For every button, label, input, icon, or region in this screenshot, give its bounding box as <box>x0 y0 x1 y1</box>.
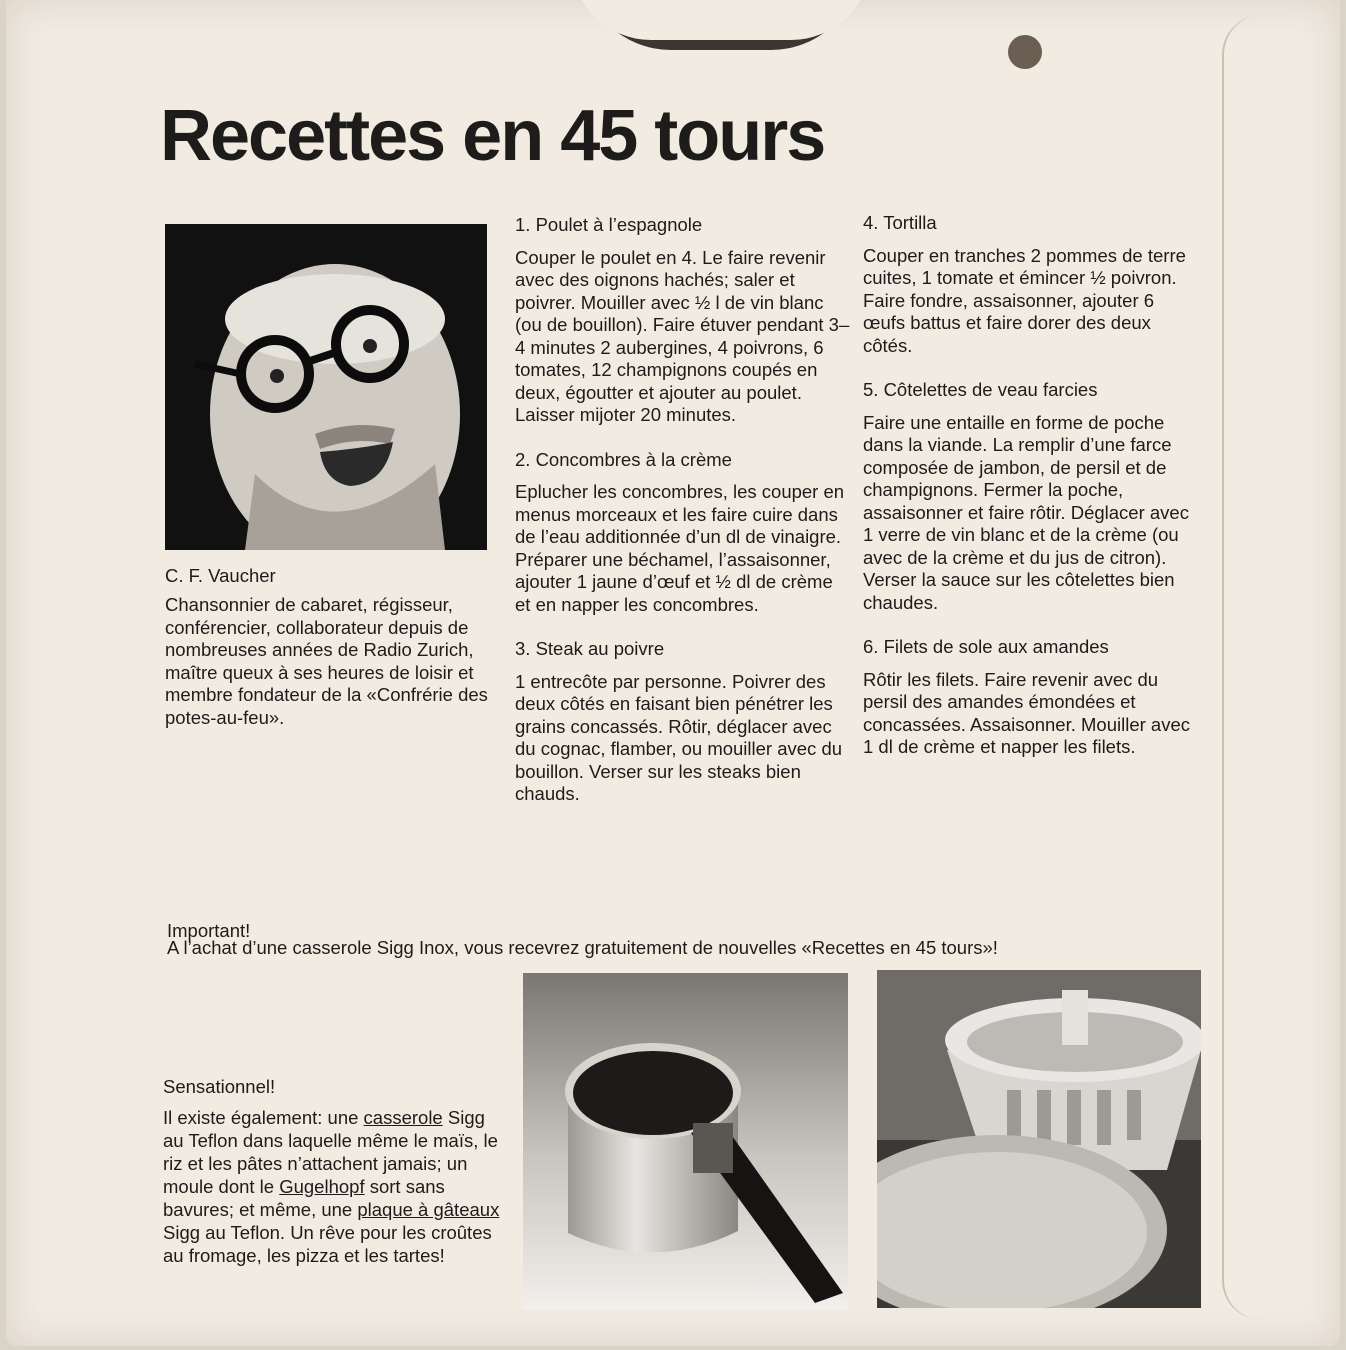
casserole-underlined: casserole <box>363 1107 443 1128</box>
sens-text-4: Sigg au Teflon. Un rêve pour les croûtes au fromage, les pizza et les tartes! <box>163 1222 492 1266</box>
recipe-6-text: Rôtir les filets. Faire revenir avec du persil des amandes émondées et concassées. Assaisonner. Mouiller avec 1 dl de crème et napper les filets. <box>863 668 1191 757</box>
sleeve-flap-edge <box>1222 15 1344 1320</box>
sleeve-notch <box>571 0 871 40</box>
sens-text-2: Sigg au Teflon dans laquelle même le maïs, le riz et les pâtes n’attachent jamais; un moule dont le <box>163 1107 498 1197</box>
recipe-1-text: Couper le poulet en 4. Le faire revenir avec des oignons hachés; saler et poivrer. Mouiller avec ½ l de vin blanc (ou de bouillon). Faire étuver pendant 3–4 minutes 2 aubergines, 4 poivrons, 6 tomates, 12 champignons coupés en deux, égoutter et ajouter au poulet. Laisser mijoter 20 minutes. <box>515 246 850 425</box>
punch-hole <box>1008 35 1042 69</box>
plaque-underlined: plaque à gâteaux <box>357 1199 500 1220</box>
gugelhopf-underlined: Gugelhopf <box>279 1176 365 1197</box>
recipe-3-text: 1 entrecôte par personne. Poivrer des deux côtés en faisant bien pénétrer les grains concassés. Rôtir, déglacer avec du cognac, flamber, ou mouiller avec du bouillon. Verser sur les steaks bien chauds. <box>515 670 843 804</box>
sens-text-1: Il existe également: une <box>163 1107 364 1128</box>
saucepan-photo <box>523 973 848 1310</box>
recipe-1-title: 1. Poulet à l’espagnole <box>515 214 703 235</box>
portrait-illustration <box>165 224 487 550</box>
page-title: Recettes en 45 tours <box>160 96 825 176</box>
recipe-2-title: 2. Concombres à la crème <box>515 448 732 470</box>
recipe-5-text: Faire une entaille en forme de poche dans la viande. La remplir d’une farce composée de jambon, de persil et de champignons. Fermer la poche, assaisonner et faire rôtir. Déglacer avec 1 verre de vin blanc et de la crème (ou avec de la crème et du jus de citron). Verser la sauce sur les côtelettes bien chaudes. <box>863 411 1189 613</box>
portrait-photo <box>165 224 487 550</box>
sensationnel-heading: Sensationnel! <box>163 1076 276 1097</box>
sens-text-3: sort sans bavures; et même, une <box>163 1176 445 1220</box>
recipe-4-text: Couper en tranches 2 pommes de terre cuites, 1 tomate et émincer ½ poivron. Faire fondre, assaisonner, ajouter 6 œufs battus et faire dorer des deux côtés. <box>863 244 1186 356</box>
bundt-pan-photo <box>877 970 1201 1308</box>
important-text: A l’achat d’une casserole Sigg Inox, vous recevrez gratuitement de nouvelles «Recettes en 45 tours»! <box>167 937 998 958</box>
recipe-4-title: 4. Tortilla <box>863 212 937 233</box>
recipe-3-title: 3. Steak au poivre <box>515 638 665 659</box>
recipe-column-right <box>863 212 1198 781</box>
important-heading: Important! <box>167 920 251 941</box>
recipe-5-title: 5. Côtelettes de veau farcies <box>863 379 1098 400</box>
recipe-6-title: 6. Filets de sole aux amandes <box>863 636 1109 657</box>
bundt-pan-illustration <box>877 970 1201 1308</box>
author-bio: Chansonnier de cabaret, régisseur, conférencier, collaborateur depuis de nombreuses années de Radio Zurich, maître queux à ses heures de loisir et membre fondateur de la «Confrérie des potes-au-feu». <box>165 594 488 728</box>
recipe-column-middle <box>515 214 850 828</box>
recipe-2-text: Eplucher les concombres, les couper en menus morceaux et les faire cuire dans de l’eau additionnée d’un dl de vinaigre. Préparer une béchamel, l’assaisonner, ajouter 1 jaune d’œuf et ½ dl de crème et en napper les concombres. <box>515 481 845 615</box>
sensationnel-text <box>163 1106 503 1267</box>
saucepan-illustration <box>523 973 848 1310</box>
author-name: C. F. Vaucher <box>165 565 276 586</box>
